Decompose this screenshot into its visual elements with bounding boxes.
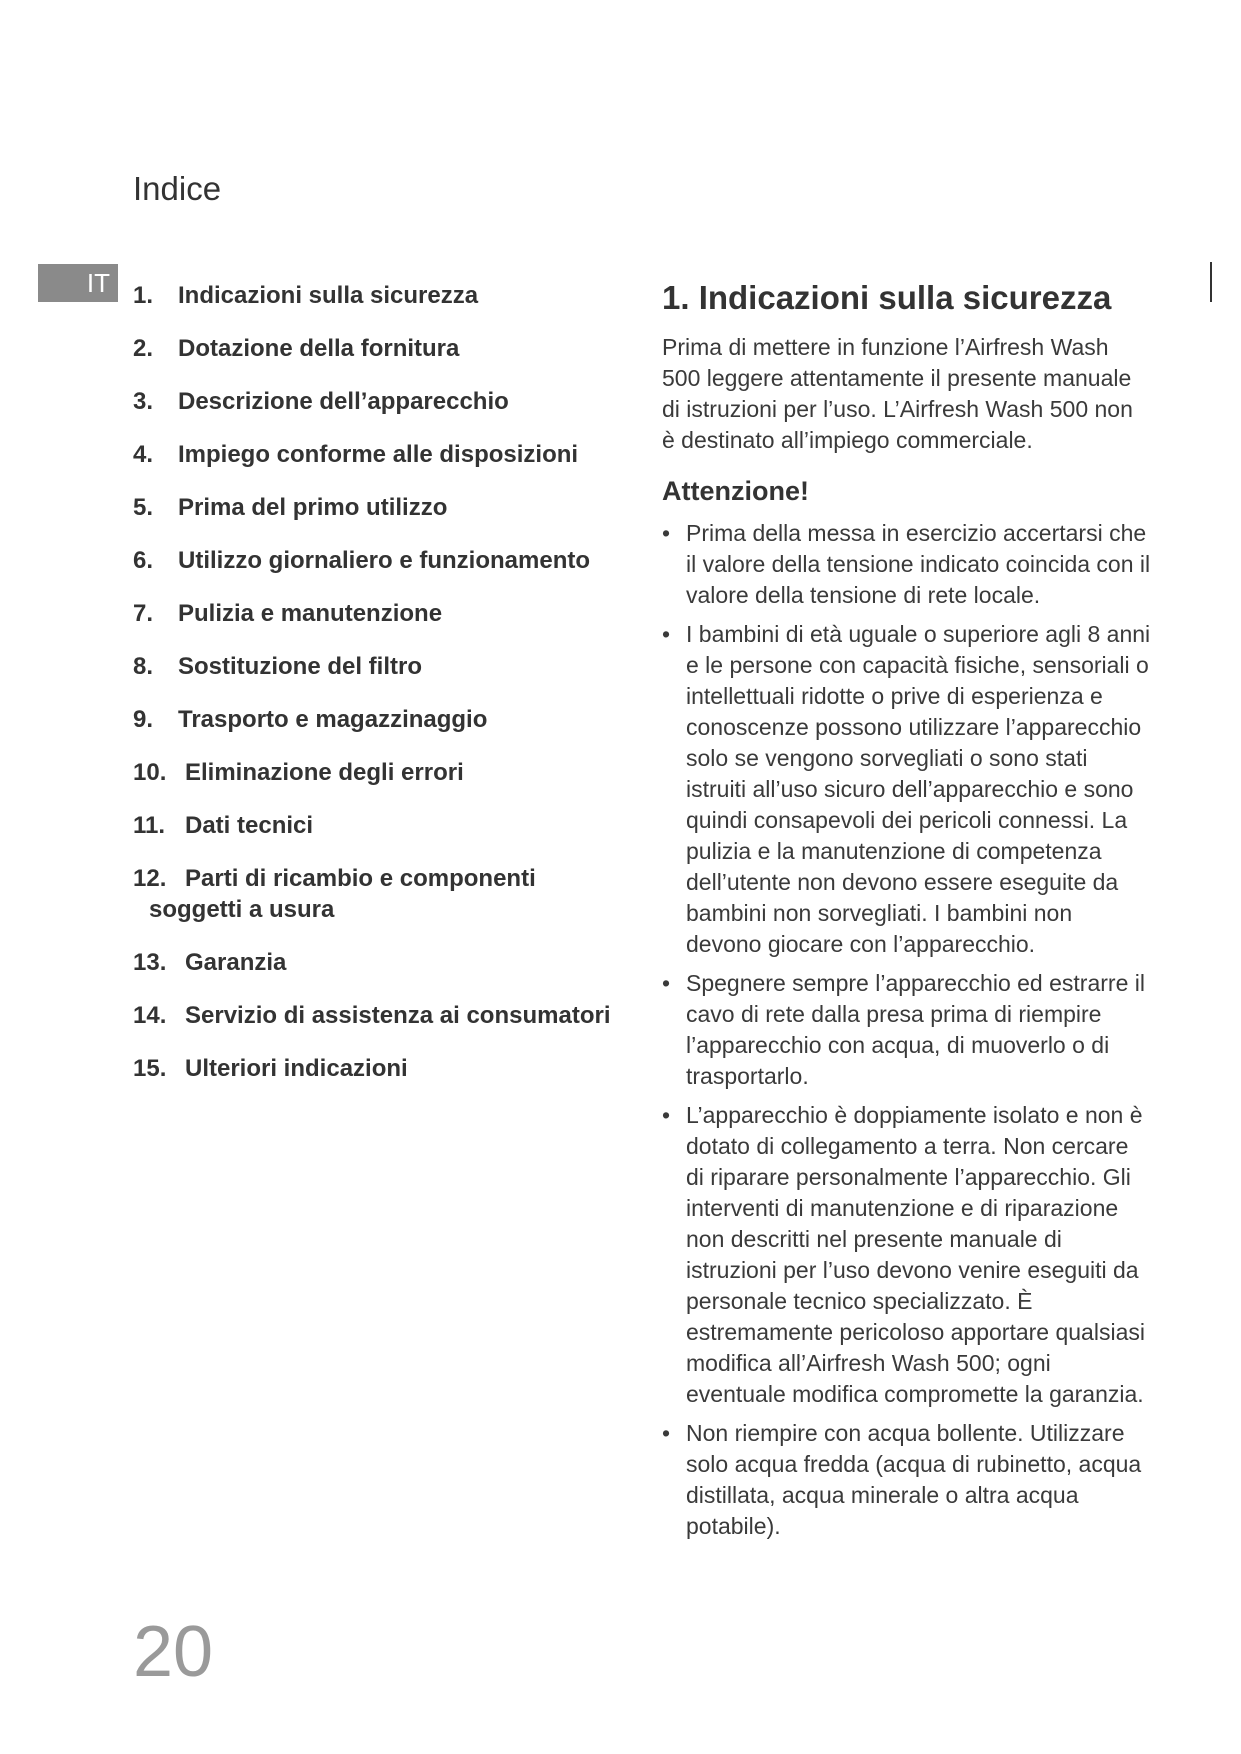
toc-number: 5. xyxy=(133,494,154,521)
toc-number: 13. xyxy=(133,949,167,976)
toc-number: 7. xyxy=(133,600,154,627)
bullet-icon: • xyxy=(662,970,671,996)
toc-item xyxy=(133,598,633,629)
toc-item xyxy=(133,757,633,788)
toc-number: 9. xyxy=(133,706,154,733)
list-item xyxy=(662,1100,1152,1410)
toc-item xyxy=(133,439,633,470)
bullet-icon: • xyxy=(662,1420,671,1446)
bullet-text: Spegnere sempre l’apparecchio ed estrarre il cavo di rete dalla presa prima di riempire l’apparecchio con acqua, di muoverlo o di trasportarlo. xyxy=(686,970,1145,1089)
page-title: Indice xyxy=(133,170,222,207)
table-of-contents xyxy=(133,280,633,1106)
toc-item xyxy=(133,333,633,364)
toc-label: Impiego conforme alle disposizioni xyxy=(178,441,579,468)
bullet-text: L’apparecchio è doppiamente isolato e non è dotato di collegamento a terra. Non cercare di riparare personalmente l’apparecchio. Gli interventi di manutenzione e di riparazione non descritti nel presente manuale di istruzioni per l’uso devono venire eseguiti da personale tecnico specializzato. È estremamente pericoloso apportare qualsiasi modifica all’Airfresh Wash 500; ogni eventuale modifica compromette la garanzia. xyxy=(686,1102,1145,1407)
toc-item xyxy=(133,863,633,925)
toc-item xyxy=(133,280,633,311)
toc-item xyxy=(133,386,633,417)
toc-label: Trasporto e magazzinaggio xyxy=(178,706,488,733)
toc-label: Descrizione dell’apparecchio xyxy=(178,388,509,415)
toc-label: Indicazioni sulla sicurezza xyxy=(178,282,479,309)
toc-label: Eliminazione degli errori xyxy=(185,759,464,786)
toc-number: 6. xyxy=(133,547,154,574)
toc-number: 12. xyxy=(133,865,167,892)
language-tab: IT xyxy=(38,264,118,302)
toc-number: 14. xyxy=(133,1002,167,1029)
toc-item xyxy=(133,810,633,841)
toc-label: Ulteriori indicazioni xyxy=(185,1055,408,1082)
toc-number: 15. xyxy=(133,1055,167,1082)
toc-label: Parti di ricambio e componenti xyxy=(185,865,536,892)
bullet-icon: • xyxy=(662,621,671,647)
warning-list xyxy=(662,518,1152,1542)
toc-label: Prima del primo utilizzo xyxy=(178,494,448,521)
bullet-text: Non riempire con acqua bollente. Utilizzare solo acqua fredda (acqua di rubinetto, acqua distillata, acqua minerale o altra acqua potabile). xyxy=(686,1420,1142,1539)
list-item xyxy=(662,518,1152,611)
toc-item xyxy=(133,651,633,682)
toc-number: 3. xyxy=(133,388,154,415)
toc-item xyxy=(133,545,633,576)
toc-number: 2. xyxy=(133,335,154,362)
toc-item xyxy=(133,1000,633,1031)
bullet-icon: • xyxy=(662,1102,671,1128)
bullet-icon: • xyxy=(662,520,671,546)
toc-item xyxy=(133,492,633,523)
safety-section xyxy=(662,278,1152,1550)
list-item xyxy=(662,619,1152,960)
toc-number: 10. xyxy=(133,759,167,786)
toc-label: Utilizzo giornaliero e funzionamento xyxy=(178,547,591,574)
toc-label: Servizio di assistenza ai consumatori xyxy=(185,1002,611,1029)
bullet-text: Prima della messa in esercizio accertarsi che il valore della tensione indicato coincida con il valore della tensione di rete locale. xyxy=(686,520,1151,608)
toc-label-continued: soggetti a usura xyxy=(149,896,335,923)
toc-label: Dati tecnici xyxy=(185,812,314,839)
bullet-text: I bambini di età uguale o superiore agli 8 anni e le persone con capacità fisiche, sensoriali o intellettuali ridotte o prive di esperienza e conoscenze possono utilizzare l’apparecchio solo se vengono sorvegliati o sono stati istruiti all’uso sicuro dell’apparecchio e sono quindi consapevoli dei pericoli connessi. La pulizia e la manutenzione di competenza dell’utente non devono essere eseguite da bambini non sorvegliati. I bambini non devono giocare con l’apparecchio. xyxy=(686,621,1151,957)
toc-label: Pulizia e manutenzione xyxy=(178,600,443,627)
warning-title: Attenzione! xyxy=(662,476,809,506)
section-intro: Prima di mettere in funzione l’Airfresh Wash 500 leggere attentamente il presente manuale di istruzioni per l’uso. L’Airfresh Wash 500 non è destinato all’impiego commerciale. xyxy=(662,334,1133,453)
toc-label: Sostituzione del filtro xyxy=(178,653,422,680)
toc-item xyxy=(133,947,633,978)
toc-item xyxy=(133,704,633,735)
list-item xyxy=(662,1418,1152,1542)
margin-rule xyxy=(1210,262,1212,302)
page-number: 20 xyxy=(133,1612,214,1692)
toc-label: Dotazione della fornitura xyxy=(178,335,460,362)
toc-number: 1. xyxy=(133,282,154,309)
toc-number: 11. xyxy=(133,812,166,839)
toc-item xyxy=(133,1053,633,1084)
toc-label: Garanzia xyxy=(185,949,287,976)
toc-number: 4. xyxy=(133,441,154,468)
toc-number: 8. xyxy=(133,653,154,680)
list-item xyxy=(662,968,1152,1092)
section-title: 1. Indicazioni sulla sicurezza xyxy=(662,279,1112,316)
